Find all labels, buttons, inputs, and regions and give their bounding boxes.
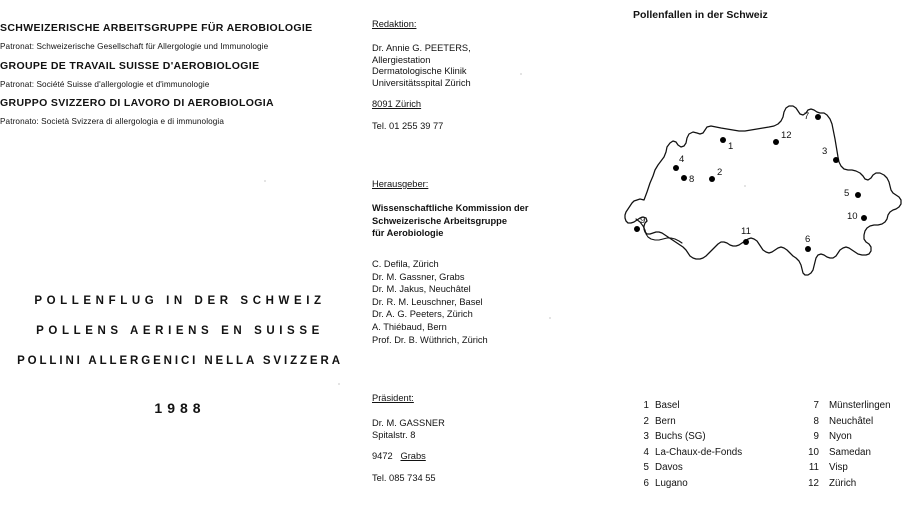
legend-number: 11 — [808, 462, 819, 474]
left-column — [0, 0, 360, 510]
president-postal-code: 9472 — [372, 451, 393, 462]
publisher-commission-line-1: Wissenschaftliche Kommission der — [372, 203, 529, 213]
station-label-7: 7 — [804, 111, 810, 122]
document-title-fr: POLLENS AERIENS EN SUISSE — [36, 325, 324, 337]
list-item — [801, 429, 891, 445]
legend-label: Basel — [655, 400, 680, 411]
scan-speckle — [264, 180, 266, 182]
station-label-3: 3 — [822, 146, 828, 157]
station-labels — [640, 111, 858, 245]
editorial-heading-block — [372, 18, 572, 31]
legend-number: 10 — [808, 446, 819, 458]
organization-title-it: GRUPPO SVIZZERO DI LAVORO DI AEROBIOLOGIA — [0, 97, 274, 109]
station-label-2: 2 — [717, 167, 723, 178]
station-label-10: 10 — [847, 211, 858, 222]
president-street: Spitalstr. 8 — [372, 429, 416, 440]
legend-number: 12 — [808, 477, 819, 489]
legend-label: La-Chaux-de-Fonds — [655, 446, 743, 458]
switzerland-map — [600, 95, 922, 305]
scan-speckle — [744, 185, 746, 187]
legend-number: 7 — [813, 400, 819, 411]
legend-label: Nyon — [829, 431, 852, 443]
president-heading: Präsident: — [372, 393, 414, 403]
document-title-de: POLLENFLUG IN DER SCHWEIZ — [34, 295, 326, 307]
list-item — [801, 445, 891, 461]
list-item: Dr. M. Gassner, Grabs — [372, 271, 465, 282]
station-label-4: 4 — [679, 154, 685, 165]
station-dot — [815, 114, 821, 120]
legend-label: Davos — [655, 462, 683, 474]
editorial-address-line-2: Dermatologische Klinik — [372, 66, 467, 77]
station-dot — [681, 175, 687, 181]
station-dot — [805, 246, 811, 252]
legend-number: 9 — [813, 431, 819, 443]
organization-patronage-it-row — [0, 117, 360, 126]
station-dot — [861, 215, 867, 221]
organization-title-de-row — [0, 22, 360, 34]
publisher-commission-line-2: Schweizerische Arbeitsgruppe — [372, 215, 508, 226]
list-item — [801, 476, 891, 492]
legend-label: Bern — [655, 415, 676, 427]
organization-patronage-fr: Patronat: Société Suisse d'allergologie et d'immunologie — [0, 80, 210, 89]
station-dot — [673, 165, 679, 171]
list-item: Dr. R. M. Leuschner, Basel — [372, 296, 483, 307]
legend-number: 4 — [643, 446, 649, 458]
switzerland-border-path — [625, 106, 901, 275]
station-dot — [634, 226, 640, 232]
list-item: Dr. A. G. Peeters, Zürich — [372, 309, 473, 320]
publisher-member-list — [372, 258, 572, 346]
document-title-it: POLLINI ALLERGENICI NELLA SVIZZERA — [17, 355, 343, 367]
organization-title-fr: GROUPE DE TRAVAIL SUISSE D'AEROBIOLOGIE — [0, 60, 260, 72]
organization-title-de: SCHWEIZERISCHE ARBEITSGRUPPE FÜR AEROBIOLOGIE — [0, 22, 313, 34]
editorial-address-line-3: Universitätsspital Zürich — [372, 77, 471, 88]
list-item — [633, 429, 742, 445]
station-label-11: 11 — [741, 226, 751, 237]
list-item — [633, 414, 742, 430]
organization-patronage-fr-row — [0, 80, 360, 89]
list-item — [633, 476, 742, 492]
station-label-9: 9 — [640, 215, 646, 226]
station-label-6: 6 — [805, 234, 811, 245]
list-item — [633, 460, 742, 476]
editorial-name: Dr. Annie G. PEETERS, — [372, 43, 471, 53]
legend-number: 8 — [813, 415, 819, 427]
station-dot — [720, 137, 726, 143]
legend-column-left — [633, 398, 742, 492]
list-item — [801, 398, 891, 414]
president-phone: Tel. 085 734 55 — [372, 472, 436, 483]
organization-patronage-de-row — [0, 42, 360, 51]
legend-column-right — [801, 398, 891, 492]
list-item: C. Defila, Zürich — [372, 259, 439, 269]
station-label-8: 8 — [689, 174, 695, 185]
publisher-heading: Herausgeber: — [372, 179, 429, 189]
editorial-address-line-1: Allergiestation — [372, 54, 431, 65]
legend-label: Münsterlingen — [829, 400, 891, 411]
list-item — [633, 398, 742, 414]
editorial-city: 8091 Zürich — [372, 99, 422, 110]
list-item — [801, 414, 891, 430]
list-item — [633, 445, 742, 461]
editorial-heading: Redaktion: — [372, 19, 417, 29]
document-year: 1988 — [154, 400, 206, 416]
station-label-1: 1 — [728, 141, 734, 152]
organization-title-it-row — [0, 97, 360, 109]
map-svg — [600, 95, 922, 305]
president-city: Grabs — [400, 451, 426, 462]
scan-speckle — [338, 383, 340, 385]
legend-label: Samedan — [829, 446, 871, 458]
president-body — [372, 417, 572, 484]
middle-column — [372, 0, 572, 510]
legend-label: Zürich — [829, 477, 857, 489]
legend-label: Neuchâtel — [829, 415, 874, 427]
publisher-commission — [372, 202, 572, 240]
list-item: Dr. M. Jakus, Neuchâtel — [372, 284, 471, 295]
legend-number: 2 — [643, 415, 649, 427]
list-item — [801, 460, 891, 476]
map-title: Pollenfallen in der Schweiz — [633, 9, 768, 21]
editorial-body — [372, 42, 572, 133]
station-dot — [855, 192, 861, 198]
station-dot — [743, 239, 749, 245]
station-label-12: 12 — [781, 130, 792, 141]
editorial-phone: Tel. 01 255 39 77 — [372, 120, 444, 131]
publisher-commission-line-3: für Aerobiologie — [372, 228, 444, 239]
legend-number: 1 — [643, 400, 649, 411]
scan-speckle — [549, 317, 551, 319]
scan-speckle — [520, 73, 522, 75]
legend-label: Visp — [829, 462, 848, 474]
publisher-heading-block — [372, 178, 572, 191]
organization-title-fr-row — [0, 60, 360, 72]
legend-number: 5 — [643, 462, 649, 474]
legend-number: 3 — [643, 431, 649, 443]
legend-number: 6 — [643, 477, 649, 489]
station-dot — [709, 176, 715, 182]
president-heading-block — [372, 392, 572, 405]
president-name: Dr. M. GASSNER — [372, 418, 445, 428]
station-label-5: 5 — [844, 188, 850, 199]
legend-label: Lugano — [655, 477, 688, 489]
list-item: A. Thiébaud, Bern — [372, 321, 447, 332]
station-dot — [773, 139, 779, 145]
station-dot — [833, 157, 839, 163]
organization-patronage-de: Patronat: Schweizerische Gesellschaft für Allergologie und Immunologie — [0, 42, 269, 51]
list-item: Prof. Dr. B. Wüthrich, Zürich — [372, 334, 488, 345]
legend-label: Buchs (SG) — [655, 431, 706, 443]
right-column — [600, 0, 922, 510]
organization-patronage-it: Patronato: Società Svizzera di allergologia e di immunologia — [0, 117, 224, 126]
